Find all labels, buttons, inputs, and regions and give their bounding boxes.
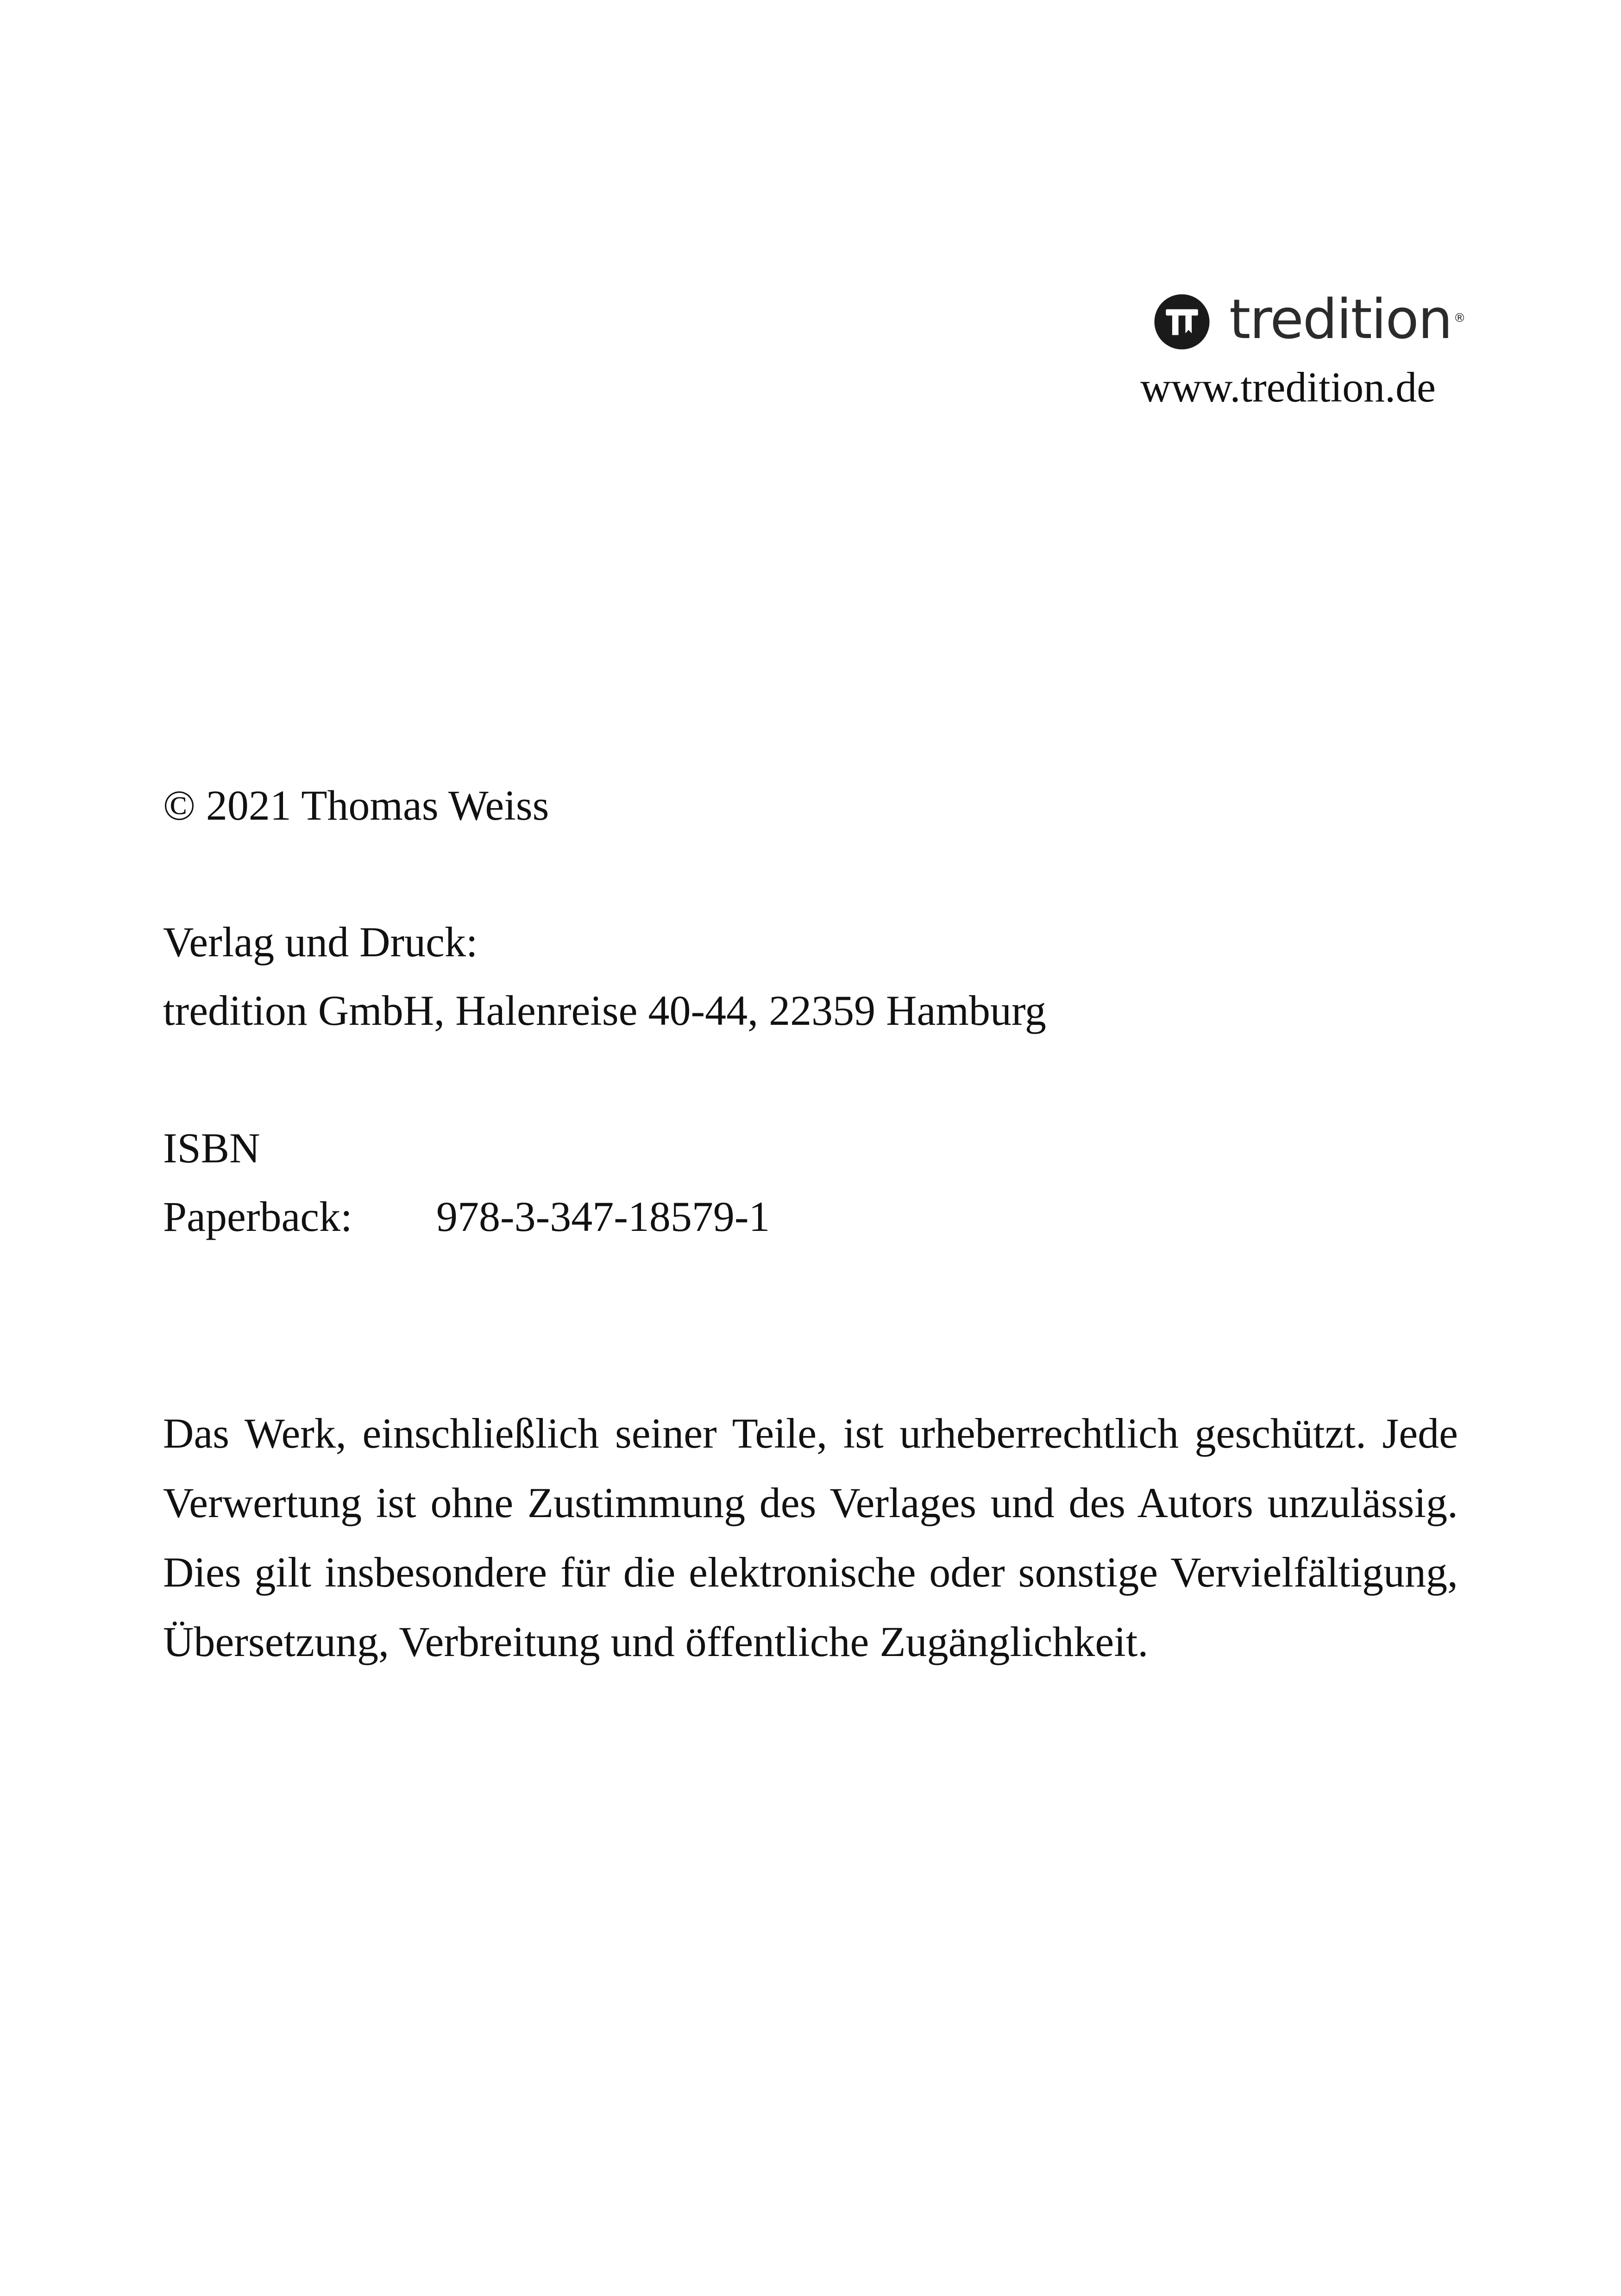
tredition-logo-icon — [1153, 293, 1211, 351]
publisher-logo — [1153, 287, 1466, 357]
imprint-address: tredition GmbH, Halenreise 40-44, 22359 Hamburg — [163, 987, 1046, 1034]
imprint-block — [163, 908, 1046, 1045]
isbn-paperback-number: 978-3-347-18579-1 — [436, 1193, 770, 1240]
isbn-paperback-row — [163, 1182, 770, 1251]
isbn-heading: ISBN — [163, 1124, 260, 1172]
registered-mark: ® — [1453, 311, 1466, 325]
legal-notice: Das Werk, einschließlich seiner Teile, ist urheberrechtlich geschützt. Jede Verwertung ist ohne Zustimmung des Verlages und des Autors unzulässig. Dies gilt insbesondere für die elektronische oder sonstige Vervielfältigung, Übersetzung, Verbreitung und öffentliche Zugänglichkeit. — [163, 1410, 1458, 1665]
logo-wordmark: tredition — [1229, 287, 1452, 351]
copyright-line: © 2021 Thomas Weiss — [163, 782, 549, 829]
imprint-label: Verlag und Druck: — [163, 918, 478, 966]
publisher-url: www.tredition.de — [1140, 364, 1436, 411]
isbn-paperback-label: Paperback: — [163, 1193, 352, 1240]
isbn-block — [163, 1114, 770, 1251]
